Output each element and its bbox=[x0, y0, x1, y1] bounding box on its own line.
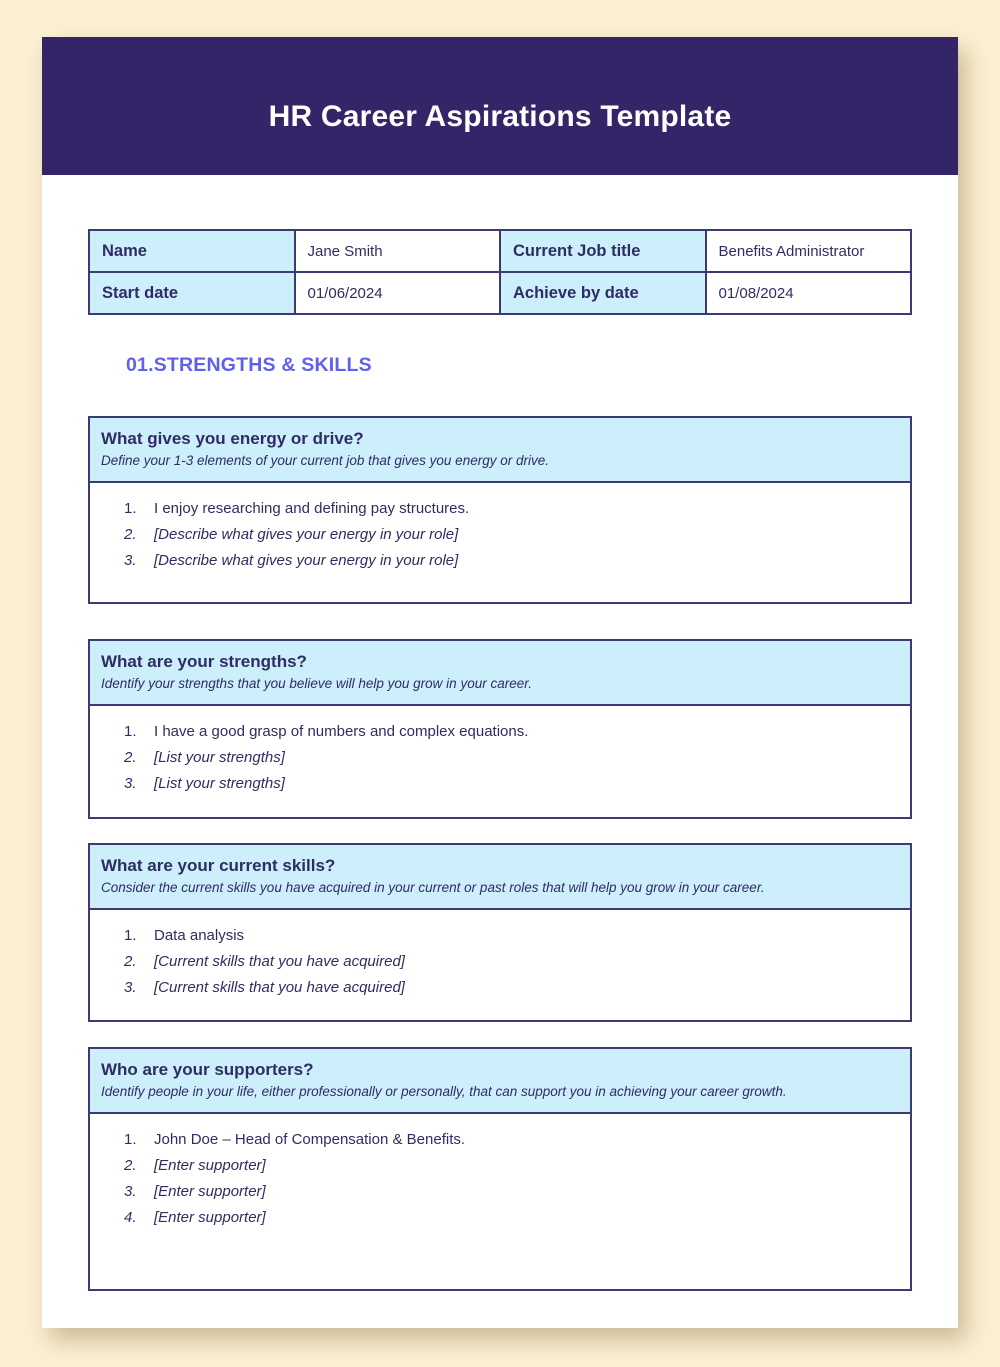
question-title: What are your strengths? bbox=[101, 652, 307, 671]
list-item bbox=[124, 923, 898, 949]
question-box-header bbox=[90, 418, 910, 483]
question-box-body bbox=[90, 910, 910, 1020]
list-item-text: [Enter supporter] bbox=[154, 1209, 266, 1226]
list-item-text: [Describe what gives your energy in your role] bbox=[154, 552, 459, 569]
question-box-strengths bbox=[88, 639, 912, 819]
question-description: Identify people in your life, either professionally or personally, that can support you in achieving your career growth. bbox=[101, 1084, 787, 1099]
document-page bbox=[42, 37, 958, 1328]
list-item-number: 2. bbox=[124, 526, 137, 543]
list-item-number: 1. bbox=[124, 927, 137, 944]
list-item-number: 3. bbox=[124, 1183, 137, 1200]
start-date-value-cell: 01/06/2024 bbox=[295, 272, 501, 314]
list-item-number: 2. bbox=[124, 953, 137, 970]
question-title: Who are your supporters? bbox=[101, 1060, 314, 1079]
question-box-body bbox=[90, 1114, 910, 1289]
question-title: What gives you energy or drive? bbox=[101, 429, 364, 448]
list-item-text: [Current skills that you have acquired] bbox=[154, 953, 405, 970]
list-item-text: [Current skills that you have acquired] bbox=[154, 979, 405, 996]
list-item-number: 1. bbox=[124, 723, 137, 740]
list-item bbox=[124, 548, 898, 574]
list-item bbox=[124, 745, 898, 771]
name-value-cell: Jane Smith bbox=[295, 230, 501, 272]
question-box-body bbox=[90, 706, 910, 817]
section-heading-strengths-skills: 01.STRENGTHS & SKILLS bbox=[126, 354, 372, 376]
question-box-energy-drive bbox=[88, 416, 912, 604]
list-item-number: 1. bbox=[124, 500, 137, 517]
list-item-text: I enjoy researching and defining pay structures. bbox=[154, 500, 470, 517]
question-box-current-skills bbox=[88, 843, 912, 1022]
list-item-number: 3. bbox=[124, 979, 137, 996]
list-item bbox=[124, 975, 898, 1001]
table-row bbox=[89, 272, 911, 314]
question-box-header bbox=[90, 641, 910, 706]
list-item-text: [Enter supporter] bbox=[154, 1183, 266, 1200]
list-item bbox=[124, 1205, 898, 1231]
name-label-cell: Name bbox=[89, 230, 295, 272]
question-description: Identify your strengths that you believe will help you grow in your career. bbox=[101, 676, 532, 691]
list-item-number: 3. bbox=[124, 775, 137, 792]
title-banner bbox=[42, 37, 958, 175]
question-box-supporters bbox=[88, 1047, 912, 1291]
list-item-text: John Doe – Head of Compensation & Benefits. bbox=[154, 1131, 466, 1148]
list-item-number: 2. bbox=[124, 1157, 137, 1174]
list-item-number: 2. bbox=[124, 749, 137, 766]
list-item-number: 3. bbox=[124, 552, 137, 569]
table-row bbox=[89, 230, 911, 272]
info-table bbox=[88, 229, 912, 315]
list-item bbox=[124, 496, 898, 522]
question-box-header bbox=[90, 1049, 910, 1114]
list-item bbox=[124, 1153, 898, 1179]
question-box-header bbox=[90, 845, 910, 910]
list-item-text: I have a good grasp of numbers and complex equations. bbox=[154, 723, 529, 740]
achieve-by-date-value-cell: 01/08/2024 bbox=[706, 272, 912, 314]
list-item-text: [List your strengths] bbox=[154, 775, 285, 792]
list-item-text: [Enter supporter] bbox=[154, 1157, 266, 1174]
list-item bbox=[124, 1127, 898, 1153]
achieve-by-date-label-cell: Achieve by date bbox=[500, 272, 706, 314]
current-job-title-value-cell: Benefits Administrator bbox=[706, 230, 912, 272]
list-item-text: [Describe what gives your energy in your role] bbox=[154, 526, 459, 543]
list-item bbox=[124, 719, 898, 745]
list-item-number: 1. bbox=[124, 1131, 137, 1148]
list-item bbox=[124, 771, 898, 797]
page-content bbox=[42, 229, 958, 1291]
start-date-label-cell: Start date bbox=[89, 272, 295, 314]
list-item bbox=[124, 1179, 898, 1205]
list-item bbox=[124, 522, 898, 548]
question-description: Consider the current skills you have acquired in your current or past roles that will help you grow in your career. bbox=[101, 880, 765, 895]
list-item-number: 4. bbox=[124, 1209, 137, 1226]
list-item bbox=[124, 949, 898, 975]
question-box-body bbox=[90, 483, 910, 602]
current-job-title-label-cell: Current Job title bbox=[500, 230, 706, 272]
question-description: Define your 1-3 elements of your current job that gives you energy or drive. bbox=[101, 453, 549, 468]
list-item-text: Data analysis bbox=[154, 927, 245, 944]
page-title: HR Career Aspirations Template bbox=[268, 100, 732, 133]
list-item-text: [List your strengths] bbox=[154, 749, 285, 766]
question-title: What are your current skills? bbox=[101, 856, 336, 875]
